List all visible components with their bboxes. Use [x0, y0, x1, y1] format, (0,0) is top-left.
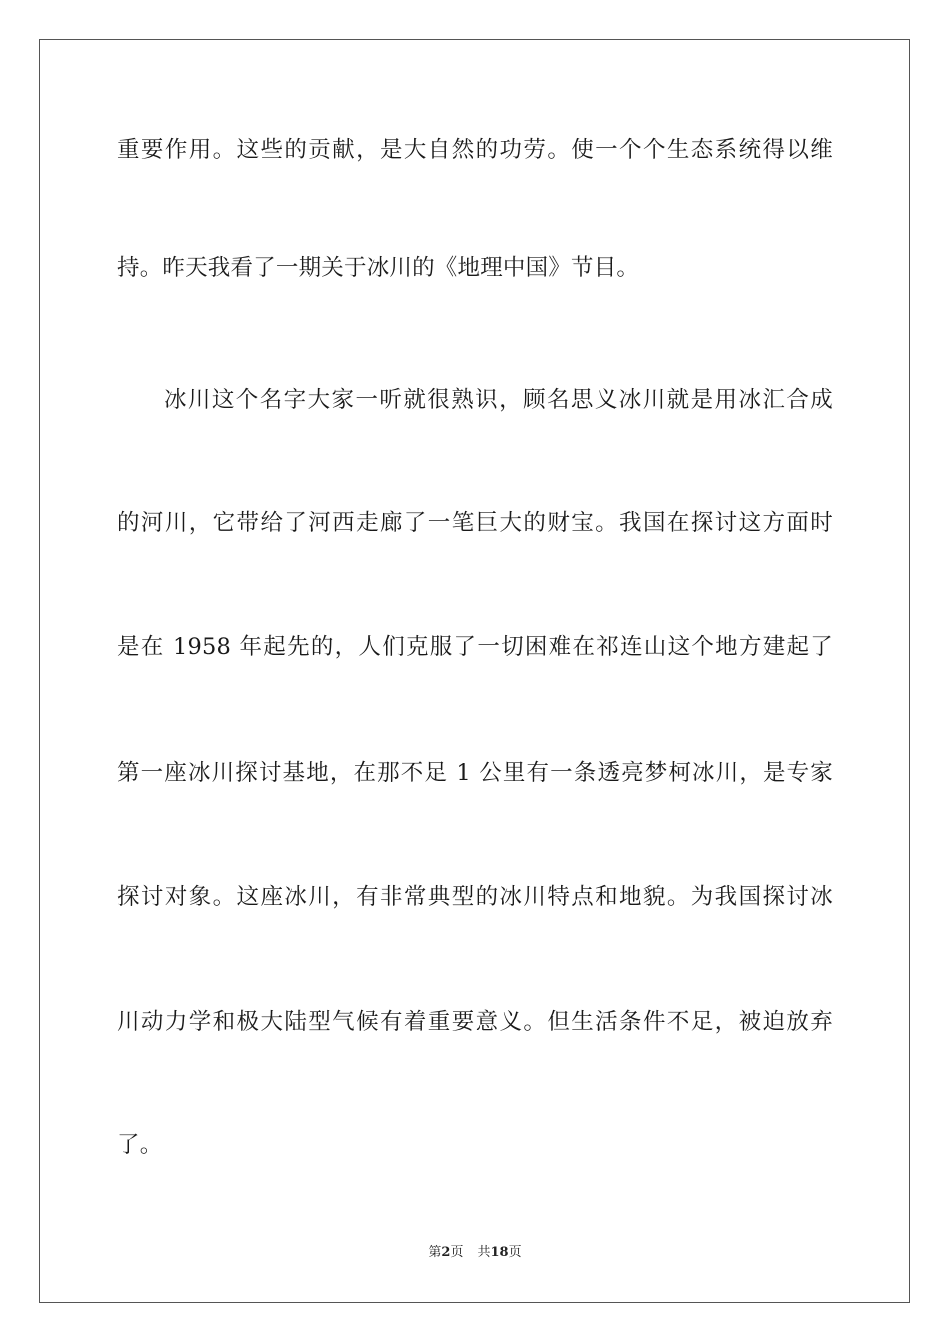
body-line-3: 冰川这个名字大家一听就很熟识，顾名思义冰川就是用冰汇合成: [164, 387, 833, 413]
page-footer: [0, 1244, 950, 1262]
body-line-7: 探讨对象。这座冰川，有非常典型的冰川特点和地貌。为我国探讨冰: [117, 884, 833, 910]
footer-prefix: 第: [428, 1245, 442, 1260]
body-line-1: 重要作用。这些的贡献，是大自然的功劳。使一个个生态系统得以维: [117, 137, 833, 163]
body-line-2: 持。昨天我看了一期关于冰川的《地理中国》节目。: [117, 255, 640, 281]
footer-current-page: 2: [441, 1245, 451, 1260]
body-line-4: 的河川，它带给了河西走廊了一笔巨大的财宝。我国在探讨这方面时: [117, 510, 833, 536]
page-border: [39, 39, 910, 1303]
footer-total-suffix: 页: [508, 1245, 522, 1260]
footer-page-suffix: 页: [450, 1245, 464, 1260]
footer-total-pages: 18: [490, 1245, 509, 1260]
body-line-8: 川动力学和极大陆型气候有着重要意义。但生活条件不足，被迫放弃: [117, 1009, 833, 1035]
body-line-9: 了。: [117, 1132, 163, 1158]
footer-total-prefix: 共: [477, 1245, 491, 1260]
body-line-5: 是在 1958 年起先的，人们克服了一切困难在祁连山这个地方建起了: [117, 634, 833, 660]
body-line-6: 第一座冰川探讨基地，在那不足 1 公里有一条透亮梦柯冰川，是专家: [117, 760, 833, 786]
